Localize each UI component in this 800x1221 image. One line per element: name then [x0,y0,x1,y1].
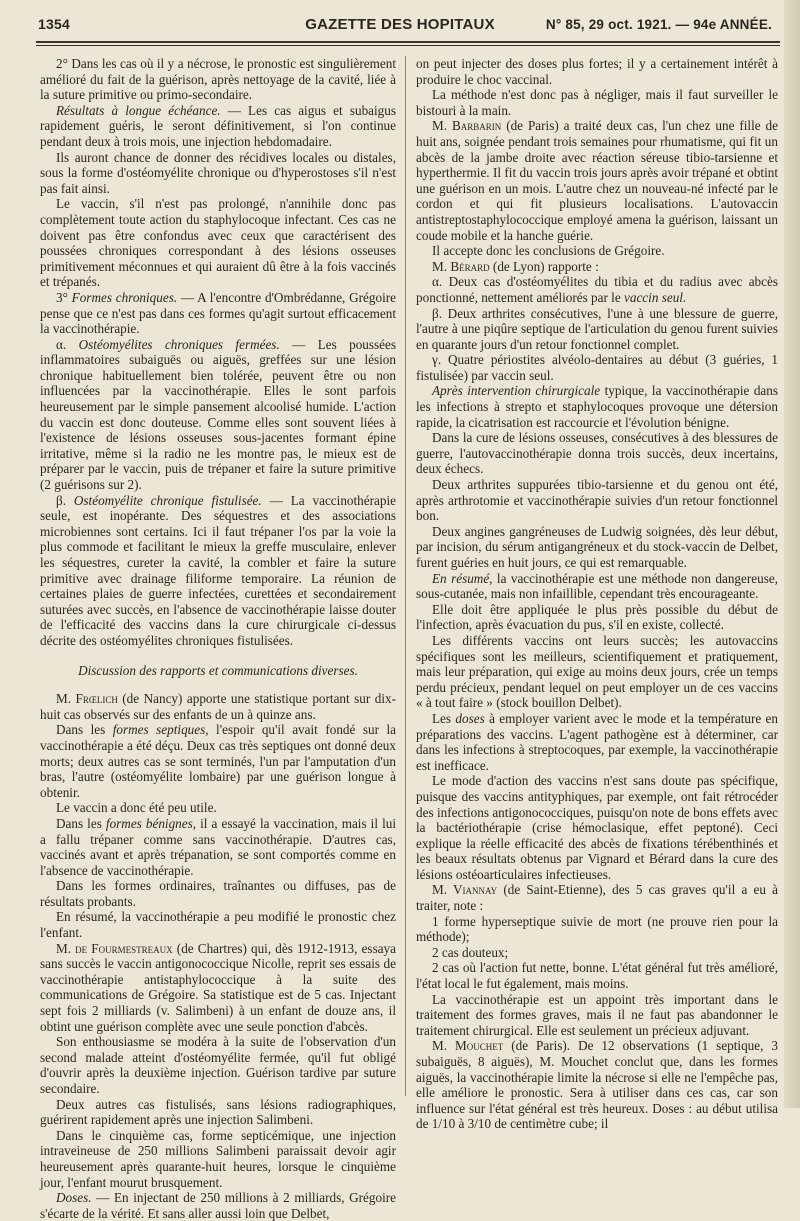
page-number: 1354 [38,16,70,32]
italic-label: Résultats à longue échéance. [56,102,221,118]
paragraph: Elle doit être appliquée le plus près possible du début de l'infection, après évacuation du pus, s'il en existe, collecté. [416,601,778,633]
paragraph-text: Dans les [56,722,113,738]
paragraph: Deux autres cas fistulisés, sans lésions radiographiques, guérirent rapidement après une injection Salimbeni. [40,1096,396,1128]
paragraph [40,103,396,150]
paragraph: Son enthousiasme se modéra à la suite de l'observation d'un second malade atteint d'ostéomyélite fermée, qu'il fut obligé d'ouvrir après la deuxième injection. Guérison tardive par suture secondaire. [40,1034,396,1096]
page-header [28,14,772,38]
paragraph: Dans le cinquième cas, forme septicémique, une injection intraveineuse de 250 millions Salimbeni paraissait devoir agir heureusement après quarante-huit heures, lorsque le cinquième jour, l'enfant mourut brusquement. [40,1127,396,1190]
list-number: α. [56,336,79,352]
left-column [40,56,397,1221]
section-title: Discussion des rapports et communications diverses. [78,662,358,678]
paragraph [416,383,778,430]
paragraph [416,118,778,243]
paragraph: Il accepte donc les conclusions de Grégoire. [432,243,665,259]
paragraph [416,711,778,773]
paragraph: 1 forme hyperseptique suivie de mort (ne prouve rien pour la méthode); [416,913,778,945]
paragraph: 2 cas douteux; [432,944,509,960]
paragraph: Dans les formes ordinaires, traînantes ou diffuses, pas de résultats probants. [40,878,396,909]
paragraph [416,882,778,913]
paragraph: 2 cas où l'action fut nette, bonne. L'état général fut très amélioré, l'état local le fut également, mais moins. [416,960,778,992]
paragraph: La vaccinothérapie est un appoint très important dans le traitement des formes graves, mais il ne faut pas abandonner le traitement chirurgical. Elle est seulement un précieux adjuvant. [416,991,778,1038]
italic-label: Ostéomyélites chroniques fermées. [78,336,280,352]
italic-label: formes bénignes, [105,815,197,831]
journal-title: GAZETTE DES HOPITAUX [305,16,495,33]
paragraph: 2° Dans les cas où il y a nécrose, le pronostic est singulièrement amélioré du fait de la guérison, après nettoyage de la cavité, liée à la suture primitive ou primo-secondaire. [40,56,396,103]
paragraph-text: — En injectant de 250 millions à 2 milliards, Grégoire s'écarte de la vérité. Et sans aller aussi loin que Delbet, [40,1190,396,1221]
paragraph [40,941,396,1035]
issue-info: N° 85, 29 oct. 1921. — 94e ANNÉE. [545,17,772,32]
paragraph [416,259,778,275]
author-name: M. Barbarin [432,118,502,134]
paragraph-text: Les [432,710,456,726]
paragraph-text: — Les cas aigus et subaigus rapidement guéris, le seront définitivement, si l'on continue pendant deux à trois mois, une injection hebdomadaire. [40,102,396,149]
paragraph: Les différents vaccins ont leurs succès; les autovaccins spécifiques sont les meilleurs, scientifiquement et pratiquement, mais leur préparation, qui exige au moins deux jours, crée un temps perdu précieux, pendant lequel on peut employer un de ces vaccins « à tout faire » (stock bouillon Delbet). [416,632,778,711]
paragraph-text: — La vaccinothérapie seule, est inopérante. Des séquestres et des associations microbiennes sont certains. Ici il faut trépaner l'os par la voie la plus commode et facilitant le mieux la greffe musculaire, enlever les séquestres, cureter la cavité, la combler et faire la suture primitive avec drainage filiforme temporaire. La réunion de certaines plaies de guerre infectées, curettées et secondairement suturées avec succès, en l'absence de vaccinothérapie laisse douter de l'efficacité des vaccins dans la cure chirurgicale ci-dessus décrite des ostéomyélites chroniques fistulisées. [40,492,396,648]
paragraph-text: (de Chartres) qui, dès 1912-1913, essaya sans succès le vaccin antigonococcique Nicolle, reprit ses essais de vaccinothérapie antistaphylococcique à la suite des communications de Grégoire. Sa statistique est de 5 cas. Injectant sept fois 2 milliards (v. Salimbeni) à un enfant de douze ans, il obtint une guérison complète avec une seule ponction d'abcès. [40,940,397,1034]
paragraph-text: à employer varient avec le mode et la température en préparations des vaccins. L'agent pathogène est à déterminer, car dans les infections à streptocoques, par exemple, la vaccinothérapie est inefficace. [416,710,778,773]
page-fold-edge [784,0,800,1108]
paragraph-text: (de Saint-Etienne), des 5 cas graves qu'il a eu à traiter, note : [416,882,778,914]
italic-label: formes septiques, [112,722,209,738]
paragraph: Le mode d'action des vaccins n'est sans doute pas spécifique, puisque des vaccins antityphiques, par exemple, ont fait rétrocéder des infections antigonococciques, puisqu'on note de bons effets avec la bactériothérapie (crise hémoclasique, effet peptoné). Ceci explique la réelle efficacité des abcès de fixations térébenthinés et les beaux résultats obtenus par Vignard et Bérard dans la cure des lésions ostéoarticulaires infectieuses. [416,773,778,882]
paragraph: Dans la cure de lésions osseuses, consécutives à des blessures de guerre, l'autovaccinothérapie donna trois succès, deux incertains, deux échecs. [416,430,778,477]
italic-label: vaccin seul. [624,289,687,305]
column-divider [405,56,406,1096]
paragraph-text: (de Paris) a traité deux cas, l'un chez une fille de huit ans, soignée pendant trois semaines pour rhumatisme, qui fit un abcès de la jambe droite avec réaction séreuse tibio-tarsienne et hyperthermie. Il fit du vaccin trois jours après avoir trépané et obtint une guérison en un mois. L'autre chez un nouveau-né infecté par le cordon et qui fit plusieurs localisations. L'autovaccin antistreptostaphylococcique employé amena la guérison, laissant un coude mobile et la hanche guérie. [416,118,778,243]
paragraph-text: α. Deux cas d'ostéomyélites du tibia et du radius avec abcès ponctionné, nettement améliorés par le [416,274,778,305]
paragraph: on peut injecter des doses plus fortes; il y a certainement intérêt à produire le choc vaccinal. [416,56,778,87]
paragraph: Deux arthrites suppurées tibio-tarsienne et du genou ont été, après arthrotomie et vaccinothérapie suivies d'un retour fonctionnel bon. [416,477,778,524]
paragraph-text: (de Paris). De 12 observations (1 septique, 3 subaiguës, 8 aiguës), M. Mouchet conclut que, dans les formes aiguës, la vaccinothérapie limite la nécrose si elle ne l'empêche pas, elle améliore le pronostic. Sera à utiliser dans ces cas, car son influence sur l'état général est très heureux. Doses : au début utilisa de 1/10 à 3/10 de centimètre cube; il [416,1038,779,1132]
paragraph: La méthode n'est donc pas à négliger, mais il faut surveiller le bistouri à la main. [416,87,778,118]
paragraph [40,290,396,337]
author-name: M. Bérard [432,258,490,274]
paragraph: En résumé, la vaccinothérapie a peu modifié le pronostic chez l'enfant. [40,909,396,941]
paragraph [40,493,396,649]
italic-label: doses [455,710,485,726]
paragraph [416,1038,778,1132]
paragraph-text: (de Lyon) rapporte : [489,258,599,274]
paragraph-text: — Les poussées inflammatoires subaiguës ou aiguës, greffées sur une lésion chronique habituellement bien tolérée, peuvent être ou non influencées par la vaccinothérapie. Elles le sont parfois heureusement par le simple pansement alcoolisé humide. L'action du vaccin est donc douteuse. Comme elles sont souvent liées à l'existence de lésions osseuses sous-jacentes formant épine irritative, même si la radio ne les montre pas, le mieux est de préparer par le vaccin, puis de trépaner et faire la suture primitive (2 guérisons sur 2). [40,336,396,493]
author-name: M. de Fourmestreaux [56,940,173,956]
italic-label: Ostéomyélite chronique fistulisée. [73,492,262,508]
paragraph: γ. Quatre périostites alvéolo-dentaires au début (3 guéries, 1 fistulisée) par vaccin seul. [416,352,778,383]
italic-label: Après intervention chirurgicale [432,383,601,399]
author-name: M. Mouchet [432,1038,504,1054]
paragraph-text: (de Nancy) apporte une statistique portant sur dix-huit cas observés sur des enfants de un à quinze ans. [40,691,396,722]
author-name: M. Frœlich [56,691,118,707]
paragraph [40,1190,396,1221]
header-rule [36,41,780,43]
paragraph-text: la vaccinothérapie est une méthode non dangereuse, sous-cutanée, mais non infaillible, cependant très encourageante. [416,570,778,602]
paragraph-text: il a essayé la vaccination, mais il lui a fallu trépaner comme sans vaccinothérapie. D'autres cas, vaccinés avant et après trépanation, se sont comportés comme en l'absence de vaccinothérapie. [40,815,396,878]
header-rule-thin [36,45,780,46]
paragraph-text: — A l'encontre d'Ombrédanne, Grégoire pense que ce n'est pas dans ces formes qu'agit surtout efficacement la vaccinothérapie. [40,289,396,337]
paragraph: Le vaccin, s'il n'est pas prolongé, n'annihile donc pas complètement toute action du staphylocoque infectant. Ces cas ne doivent pas être confondus avec ceux que caractérisent des poussées chroniques correspondant à des lésions osseuses primitivement méconnues et qui auraient dû être à la fois vaccinés et trépanés. [40,196,396,290]
list-number: 3° [56,289,72,305]
paragraph-text: typique, la vaccinothérapie dans les infections à strepto et staphylocoques provoque une détersion rapide, la cicatrisation est raccourcie et l'évolution bénigne. [416,383,778,430]
paragraph: Deux angines gangréneuses de Ludwig soignées, dès leur début, par incision, du sérum antigangréneux et du stock-vaccin de Delbet, furent guéries en huit jours, ce qui est remarquable. [416,523,778,570]
paragraph-text: Dans les [56,815,106,831]
paragraph-text: l'espoir qu'il avait fondé sur la vaccinothérapie a été déçu. Deux cas très septiques ont donné deux morts; deux autres cas se sont terminés, l'un par l'amputation d'un bras, l'autre (ostéomyélite lombaire) par une guérison longue à obtenir. [40,722,396,800]
paragraph: β. Deux arthrites consécutives, l'une à une blessure de guerre, l'autre à une piqûre septique de l'articulation du genou furent suivies en quarante jours d'un retour fonctionnel complet. [416,305,778,352]
paragraph [416,571,778,602]
list-number: β. [56,492,74,508]
italic-label: Formes chroniques. [71,289,178,305]
right-column [416,56,779,1132]
paragraph: Ils auront chance de donner des récidives locales ou distales, sous la forme d'ostéomyélite chronique ou d'hyperostoses s'il n'est pas fait ainsi. [40,149,396,196]
italic-label: En résumé, [432,570,493,586]
author-name: M. Viannay [432,882,498,898]
paragraph [40,691,396,722]
italic-label: Doses. [56,1190,92,1206]
paragraph [40,722,396,800]
paragraph [416,274,778,305]
paragraph [40,337,396,493]
paragraph [40,816,396,878]
paragraph: Le vaccin a donc été peu utile. [56,800,217,816]
